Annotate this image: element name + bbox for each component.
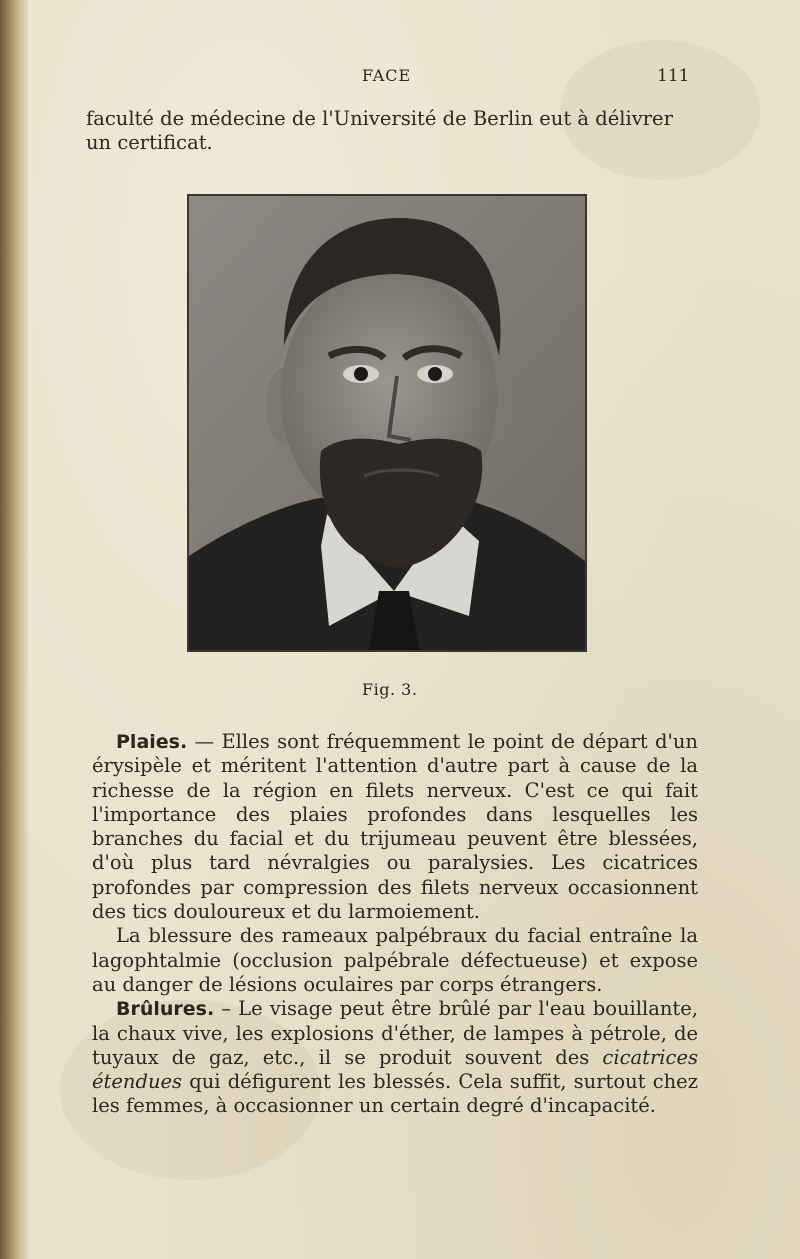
portrait-image xyxy=(189,196,585,650)
running-head-title: FACE xyxy=(362,66,412,85)
intro-text: faculté de médecine de l'Université de Berlin eut à délivrer un certificat. xyxy=(86,107,673,154)
brulures-italic-text: cicatrices étendues xyxy=(92,1045,698,1094)
portrait-photograph xyxy=(187,194,587,652)
running-head xyxy=(0,66,800,90)
paragraph-brulures xyxy=(92,997,698,1118)
heading-plaies: Plaies. xyxy=(116,731,188,753)
brulures-text-before: – Le visage peut être brûlé par l'eau bouillante, la chaux vive, les explosions d'éther, de lampes à pétrole, de tuyaux de gaz, etc., il se produit souvent des xyxy=(92,997,698,1069)
paragraph-plaies xyxy=(92,730,698,924)
book-spine-edge xyxy=(0,0,28,1259)
page-number: 111 xyxy=(657,66,690,86)
paragraph-blessure: La blessure des rameaux palpébraux du facial entraîne la lagophtalmie (occlusion palpébrale défectueuse) et expose au danger de lésions oculaires par corps étrangers. xyxy=(92,924,698,996)
intro-paragraph xyxy=(86,107,698,155)
plaies-text: — Elles sont fréquemment le point de départ d'un érysipèle et méritent l'attention d'autre part à cause de la richesse de la région en filets nerveux. C'est ce qui fait l'importance des plaies profondes dans lesquelles les branches du facial et du trijumeau peuvent être blessées, d'où plus tard névralgies ou paralysies. Les cicatrices profondes par compression des filets nerveux occasionnent des tics douloureux et du larmoiement. xyxy=(92,730,698,924)
heading-brulures: Brûlures. xyxy=(116,998,215,1021)
figure-caption: Fig. 3. xyxy=(362,680,418,699)
brulures-text-after: qui défigurent les blessés. Cela suffit, surtout chez les femmes, à occasionner un certain degré d'incapacité. xyxy=(92,1070,698,1118)
body-text xyxy=(92,730,698,1119)
